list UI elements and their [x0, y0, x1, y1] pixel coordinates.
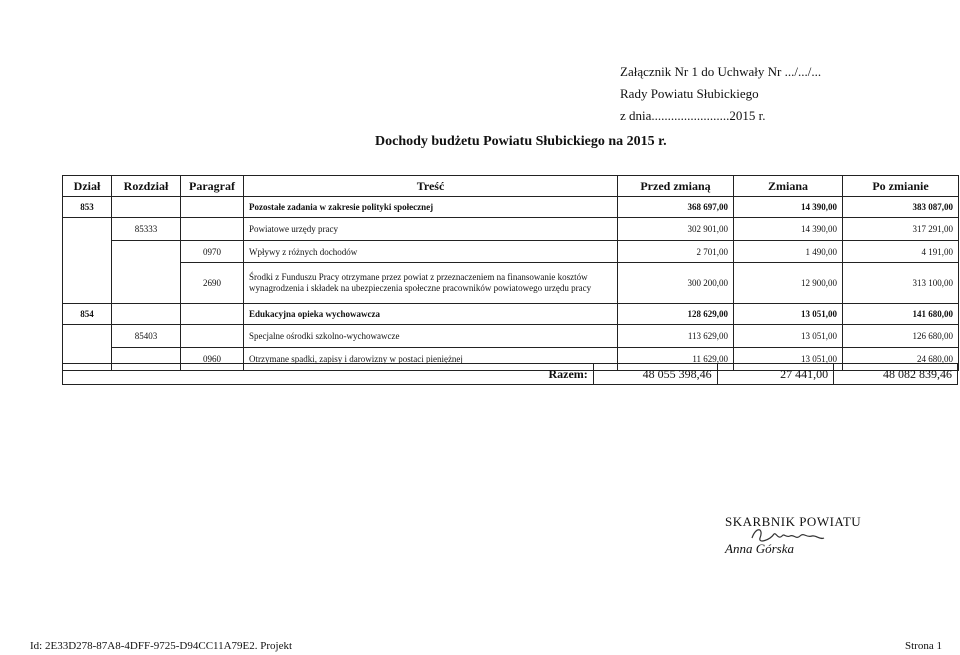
budget-table — [62, 175, 959, 371]
signatory-name: Anna Górska — [725, 541, 794, 556]
cell-tresc: Otrzymane spadki, zapisy i darowizny w postaci pieniężnej — [244, 348, 618, 371]
cell-tresc: Środki z Funduszu Pracy otrzymane przez powiat z przeznaczeniem na finansowanie kosztów wynagrodzenia i składek na ubezpieczenia społeczne pracowników powiatowego urzędu pracy — [244, 263, 618, 304]
cell-rozdzial — [112, 263, 181, 304]
cell-przed: 368 697,00 — [618, 197, 734, 218]
col-header-tresc: Treść — [244, 176, 618, 197]
cell-po: 317 291,00 — [843, 218, 959, 241]
cell-zmiana: 1 490,00 — [734, 241, 843, 263]
table-header-row — [63, 176, 959, 197]
col-header-paragraf: Paragraf — [181, 176, 244, 197]
date-line: z dnia........................2015 r. — [620, 108, 766, 123]
cell-rozdzial: 85403 — [112, 325, 181, 348]
cell-tresc: Powiatowe urzędy pracy — [244, 218, 618, 241]
cell-po: 4 191,00 — [843, 241, 959, 263]
table-row — [63, 241, 959, 263]
cell-przed: 128 629,00 — [618, 304, 734, 325]
cell-paragraf — [181, 197, 244, 218]
table-row — [63, 263, 959, 304]
cell-zmiana: 14 390,00 — [734, 218, 843, 241]
council-line: Rady Powiatu Słubickiego — [620, 86, 759, 101]
cell-po: 141 680,00 — [843, 304, 959, 325]
cell-po: 313 100,00 — [843, 263, 959, 304]
cell-po: 383 087,00 — [843, 197, 959, 218]
col-header-dzial: Dział — [63, 176, 112, 197]
cell-tresc: Pozostałe zadania w zakresie polityki społecznej — [244, 197, 618, 218]
cell-tresc: Edukacyjna opieka wychowawcza — [244, 304, 618, 325]
cell-przed: 2 701,00 — [618, 241, 734, 263]
cell-zmiana: 14 390,00 — [734, 197, 843, 218]
cell-zmiana: 12 900,00 — [734, 263, 843, 304]
cell-rozdzial — [112, 304, 181, 325]
cell-rozdzial: 85333 — [112, 218, 181, 241]
cell-paragraf: 0970 — [181, 241, 244, 263]
cell-dzial — [63, 263, 112, 304]
col-header-po: Po zmianie — [843, 176, 959, 197]
cell-przed: 11 629,00 — [618, 348, 734, 371]
table-row — [63, 304, 959, 325]
cell-zmiana: 13 051,00 — [734, 348, 843, 371]
total-label: Razem: — [63, 364, 594, 385]
cell-po: 126 680,00 — [843, 325, 959, 348]
cell-dzial: 853 — [63, 197, 112, 218]
cell-dzial — [63, 241, 112, 263]
total-po: 48 082 839,46 — [834, 364, 958, 385]
cell-dzial: 854 — [63, 304, 112, 325]
attachment-line: Załącznik Nr 1 do Uchwały Nr .../.../... — [620, 64, 822, 79]
cell-zmiana: 13 051,00 — [734, 304, 843, 325]
cell-dzial — [63, 325, 112, 348]
col-header-przed: Przed zmianą — [618, 176, 734, 197]
cell-paragraf: 0960 — [181, 348, 244, 371]
cell-przed: 113 629,00 — [618, 325, 734, 348]
cell-przed: 300 200,00 — [618, 263, 734, 304]
document-title: Dochody budżetu Powiatu Słubickiego na 2015 r. — [375, 134, 667, 149]
col-header-rozdzial: Rozdział — [112, 176, 181, 197]
table-row — [63, 197, 959, 218]
total-zmiana: 27 441,00 — [717, 364, 833, 385]
cell-tresc: Wpływy z różnych dochodów — [244, 241, 618, 263]
cell-dzial — [63, 218, 112, 241]
cell-rozdzial — [112, 241, 181, 263]
table-row — [63, 218, 959, 241]
total-row — [63, 364, 958, 385]
cell-zmiana: 13 051,00 — [734, 325, 843, 348]
document-id: Id: 2E33D278-87A8-4DFF-9725-D94CC11A79E2. Projekt — [30, 640, 293, 652]
cell-paragraf — [181, 218, 244, 241]
cell-rozdzial — [112, 197, 181, 218]
cell-paragraf: 2690 — [181, 263, 244, 304]
cell-paragraf — [181, 325, 244, 348]
total-table — [62, 363, 958, 385]
cell-przed: 302 901,00 — [618, 218, 734, 241]
col-header-zmiana: Zmiana — [734, 176, 843, 197]
cell-tresc: Specjalne ośrodki szkolno-wychowawcze — [244, 325, 618, 348]
table-row — [63, 325, 959, 348]
total-przed: 48 055 398,46 — [593, 364, 717, 385]
cell-po: 24 680,00 — [843, 348, 959, 371]
signature-title: SKARBNIK POWIATU — [725, 514, 862, 529]
page-number: Strona 1 — [905, 640, 942, 652]
cell-paragraf — [181, 304, 244, 325]
